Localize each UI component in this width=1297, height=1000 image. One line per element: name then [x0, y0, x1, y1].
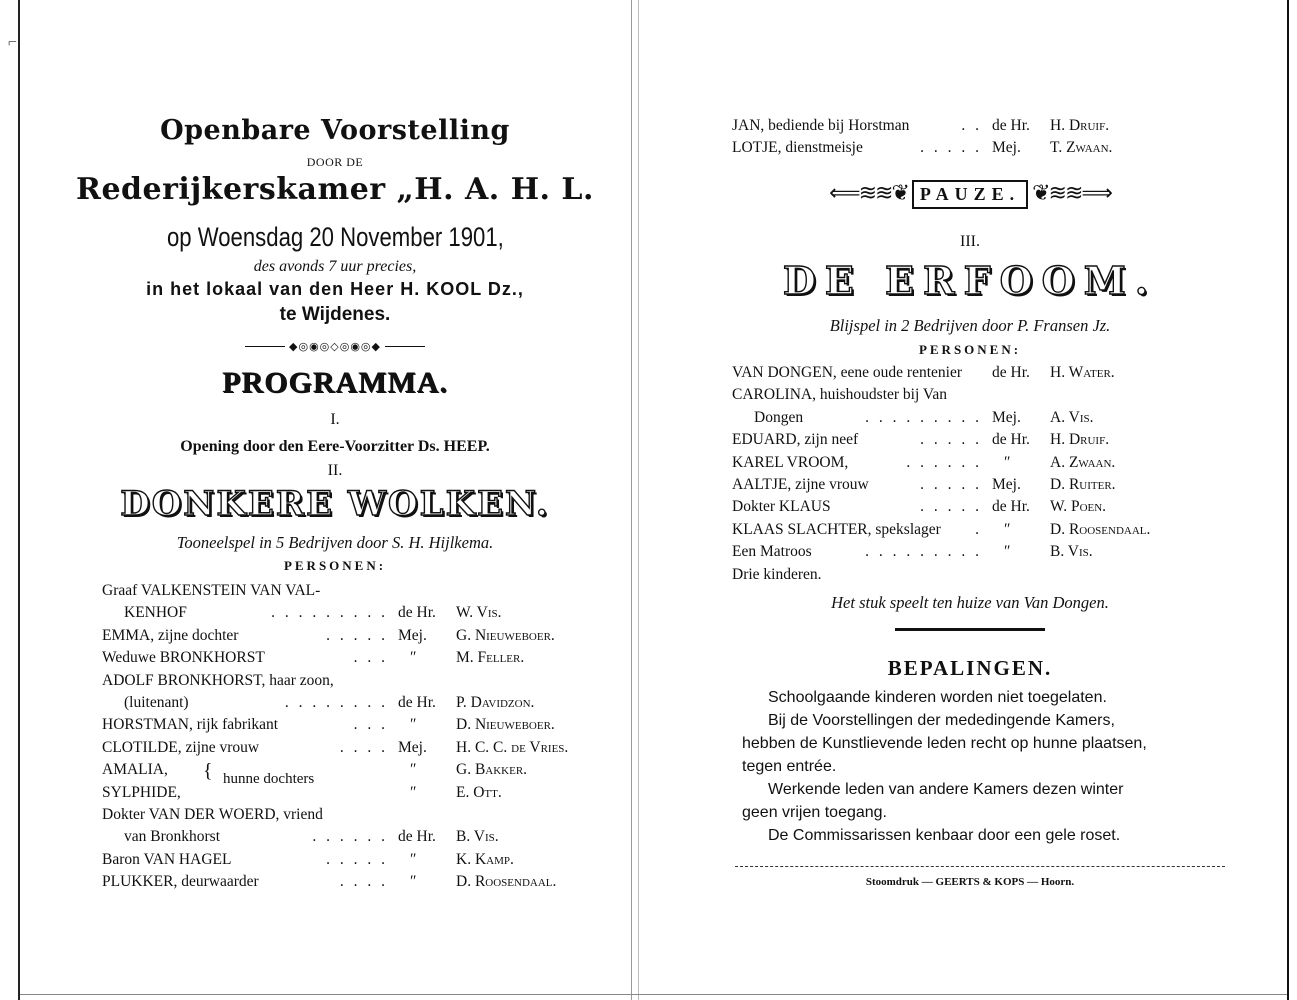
rule-line: De Commissarissen kenbaar door een gele roset. [768, 827, 1121, 844]
performance-date: op Woensdag 20 November 1901, [166, 222, 504, 252]
cast-row [102, 828, 622, 848]
cast-row [732, 386, 1252, 406]
part-one-number: I. [330, 411, 340, 428]
cast-title: ″ [410, 873, 417, 891]
cast-row [102, 784, 622, 804]
leaf-ornament-left-icon: ⟸≋≋❦ [829, 180, 908, 205]
cast-role: Dongen [754, 408, 804, 426]
pauze-label: PAUZE. [912, 180, 1028, 209]
cast-role: KLAAS SLACHTER, spekslager [732, 520, 941, 538]
ornament-divider: ◆◎◉◎◇◎◉◎◆ [40, 340, 630, 353]
personen-heading: PERSONEN: [283, 558, 387, 573]
cast-row [732, 409, 1252, 429]
cast-row [102, 627, 622, 647]
leader-dots: . . . . . . . . . [865, 408, 982, 426]
rule-line: hebben de Kunstlievende leden recht op hunne plaatsen, [742, 735, 1147, 752]
cast-role: SYLPHIDE, [102, 783, 181, 801]
cast-role: (luitenant) [124, 694, 189, 711]
cast-row [732, 543, 1252, 563]
cast-title: ″ [1004, 453, 1011, 471]
cast-row [732, 521, 1252, 541]
cast-actor: E. Ott. [456, 783, 502, 801]
cast-role: Baron VAN HAGEL [102, 850, 232, 868]
cast-actor: H. Water. [1050, 364, 1115, 381]
rules-block [742, 686, 1242, 847]
cast-title: de Hr. [992, 431, 1030, 449]
cast-role: AMALIA, [102, 761, 168, 779]
rule-line: geen vrijen toegang. [742, 804, 887, 821]
cast-actor: B. Vis. [1050, 543, 1093, 561]
cast-role: PLUKKER, deurwaarder [102, 873, 259, 891]
continued-cast-list [732, 117, 1252, 161]
cast-title: ″ [410, 850, 417, 868]
personen-heading-two: PERSONEN: [918, 342, 1022, 357]
cast-actor: M. Feller. [456, 649, 525, 667]
heading: Openbare Voorstelling [160, 115, 510, 146]
cast-role: LOTJE, dienstmeisje [732, 139, 863, 156]
cast-title: de Hr. [992, 498, 1030, 516]
cast-actor: W. Vis. [456, 604, 502, 622]
leader-dots: . . . . . [920, 476, 982, 493]
cast-title: de Hr. [398, 828, 436, 846]
cast-role: KENHOF [124, 604, 187, 622]
leader-dots: . . . . . . . . [284, 694, 388, 711]
cast-row [102, 739, 622, 759]
brace: { [203, 760, 213, 782]
cast-actor: H. Druif. [1050, 431, 1110, 449]
cast-title: de Hr. [398, 604, 436, 622]
cast-role: Drie kinderen. [732, 565, 822, 583]
cast-row [102, 672, 622, 692]
cast-actor: D. Ruiter. [1050, 476, 1116, 493]
cast-actor: G. Nieuweboer. [456, 626, 555, 644]
programma-heading: PROGRAMMA. [222, 366, 448, 399]
cast-title: de Hr. [992, 117, 1030, 134]
cast-row [102, 851, 622, 871]
cast-row [732, 454, 1252, 474]
leader-dots: . . . . . . [906, 453, 982, 471]
cast-actor: P. Davidzon. [456, 694, 535, 711]
cast-role: CAROLINA, huishoudster bij Van [732, 386, 947, 404]
play-subtitle-two: Blijspel in 2 Bedrijven door P. Fransen Jz. [829, 316, 1111, 335]
leader-dots: . . . . . [920, 431, 982, 449]
wavy-divider [735, 866, 1225, 867]
play-title-de-erfoom: DE ERFOOM. [782, 258, 1158, 303]
leaf-ornament-right-icon: ❦≋≋⟹ [1032, 180, 1111, 205]
cast-role: Graaf VALKENSTEIN VAN VAL- [102, 582, 321, 599]
cast-row [102, 694, 622, 714]
cast-row [102, 716, 622, 736]
setting-note: Het stuk speelt ten huize van Van Dongen. [831, 593, 1109, 612]
cast-actor: H. Druif. [1050, 117, 1110, 134]
play-subtitle: Tooneelspel in 5 Bedrijven door S. H. Hijlkema. [176, 533, 494, 552]
society-name: Rederijkerskamer „H. A. H. L. [76, 172, 594, 207]
cast-title: ″ [1004, 520, 1011, 538]
cast-row [732, 431, 1252, 451]
leader-dots: . . . . [339, 873, 388, 891]
cast-row [102, 604, 622, 624]
leader-dots: . . . . . [920, 139, 982, 156]
center-fold [631, 0, 639, 1000]
cast-role: Dokter VAN DER WOERD, vriend [102, 806, 323, 823]
corner-mark: ⌐ [8, 34, 18, 51]
cast-title: ″ [410, 649, 417, 667]
cast-row [102, 582, 622, 602]
rule-line: Bij de Voorstellingen der mededingende Kamers, [768, 712, 1115, 729]
cast-actor: K. Kamp. [456, 850, 514, 868]
cast-row [102, 761, 622, 781]
part-three-number: III. [960, 233, 980, 250]
cast-row [732, 139, 1252, 159]
cast-title: Mej. [992, 139, 1021, 156]
cast-role: KAREL VROOM, [732, 453, 849, 471]
left-page [40, 0, 630, 1000]
venue: in het lokaal van den Heer H. KOOL Dz., [146, 279, 524, 299]
cast-actor: H. C. C. de Vries. [456, 738, 569, 756]
cast-actor: G. Bakker. [456, 761, 528, 779]
cast-role: HORSTMAN, rijk fabrikant [102, 716, 279, 734]
cast-actor: W. Poen. [1050, 498, 1107, 516]
cast-role: ADOLF BRONKHORST, haar zoon, [102, 671, 334, 689]
leader-dots: . . . [353, 716, 388, 734]
rule-line: Schoolgaande kinderen worden niet toegelaten. [768, 689, 1107, 706]
leader-dots: . . . . . [326, 626, 388, 644]
play-title-donkere-wolken: DONKERE WOLKEN. [120, 484, 550, 524]
cast-list-two [732, 364, 1252, 584]
right-scan-edge [1287, 0, 1297, 1000]
right-page [680, 0, 1260, 1000]
cast-actor: D. Roosendaal. [456, 873, 557, 891]
cast-title: ″ [410, 716, 417, 734]
pauze-banner [680, 180, 1260, 209]
cast-role: Weduwe BRONKHORST [102, 649, 265, 667]
cast-role: EDUARD, zijn neef [732, 431, 859, 449]
leader-dots: . . . . [339, 738, 388, 756]
cast-title: ″ [1004, 543, 1011, 561]
cast-title: Mej. [398, 738, 427, 756]
cast-role: JAN, bediende bij Horstman [732, 117, 910, 134]
town: te Wijdenes. [279, 304, 391, 325]
cast-row [102, 873, 622, 893]
left-scan-edge [0, 0, 20, 1000]
cast-row [732, 498, 1252, 518]
hunne-dochters-label: hunne dochters [223, 771, 315, 787]
cast-row [732, 364, 1252, 384]
part-two-number: II. [327, 462, 343, 479]
cast-role: EMMA, zijne dochter [102, 626, 239, 644]
leader-dots: . . . . . . . . . [271, 604, 388, 622]
cast-title: Mej. [992, 476, 1021, 493]
cast-actor: D. Roosendaal. [1050, 520, 1151, 538]
cast-title: ″ [410, 761, 417, 779]
leader-dots: . . . [353, 649, 388, 667]
cast-actor: T. Zwaan. [1050, 139, 1113, 156]
opening-line: Opening door den Eere-Voorzitter Ds. HEEP. [180, 438, 490, 455]
performance-time: des avonds 7 uur precies, [253, 258, 417, 275]
cast-row [732, 117, 1252, 137]
cast-actor: A. Vis. [1050, 408, 1094, 426]
cast-role: Een Matroos [732, 543, 812, 561]
cast-role: van Bronkhorst [124, 828, 221, 846]
printer-line: Stoomdruk — GEERTS & KOPS — Hoorn. [865, 876, 1075, 888]
cast-actor: D. Nieuweboer. [456, 716, 555, 734]
thick-divider [680, 628, 1260, 631]
cast-title: de Hr. [398, 694, 436, 711]
cast-title: Mej. [398, 626, 427, 644]
cast-role: Dokter KLAUS [732, 498, 831, 516]
leader-dots: . [975, 520, 982, 538]
cast-row [732, 566, 1252, 586]
leader-dots: . . . . . [326, 850, 388, 868]
cast-actor: B. Vis. [456, 828, 499, 846]
leader-dots: . . [961, 117, 982, 134]
cast-list [102, 582, 622, 902]
rule-line: Werkende leden van andere Kamers dezen winter [768, 781, 1124, 798]
cast-actor: A. Zwaan. [1050, 453, 1116, 471]
door-de: DOOR DE [306, 155, 364, 169]
cast-title: ″ [410, 783, 417, 801]
cast-role: AALTJE, zijne vrouw [732, 476, 869, 493]
rule-line: tegen entrée. [742, 758, 837, 775]
bepalingen-heading: BEPALINGEN. [887, 656, 1053, 680]
cast-role: VAN DONGEN, eene oude rentenier [732, 364, 962, 381]
leader-dots: . . . . . . [312, 828, 388, 846]
cast-title: de Hr. [992, 364, 1030, 381]
leader-dots: . . . . . . . . . [865, 543, 982, 561]
cast-role: CLOTILDE, zijne vrouw [102, 738, 260, 756]
cast-row [102, 649, 622, 669]
leader-dots: . . . . . [920, 498, 982, 516]
cast-row [102, 806, 622, 826]
cast-row [732, 476, 1252, 496]
cast-title: Mej. [992, 408, 1021, 426]
